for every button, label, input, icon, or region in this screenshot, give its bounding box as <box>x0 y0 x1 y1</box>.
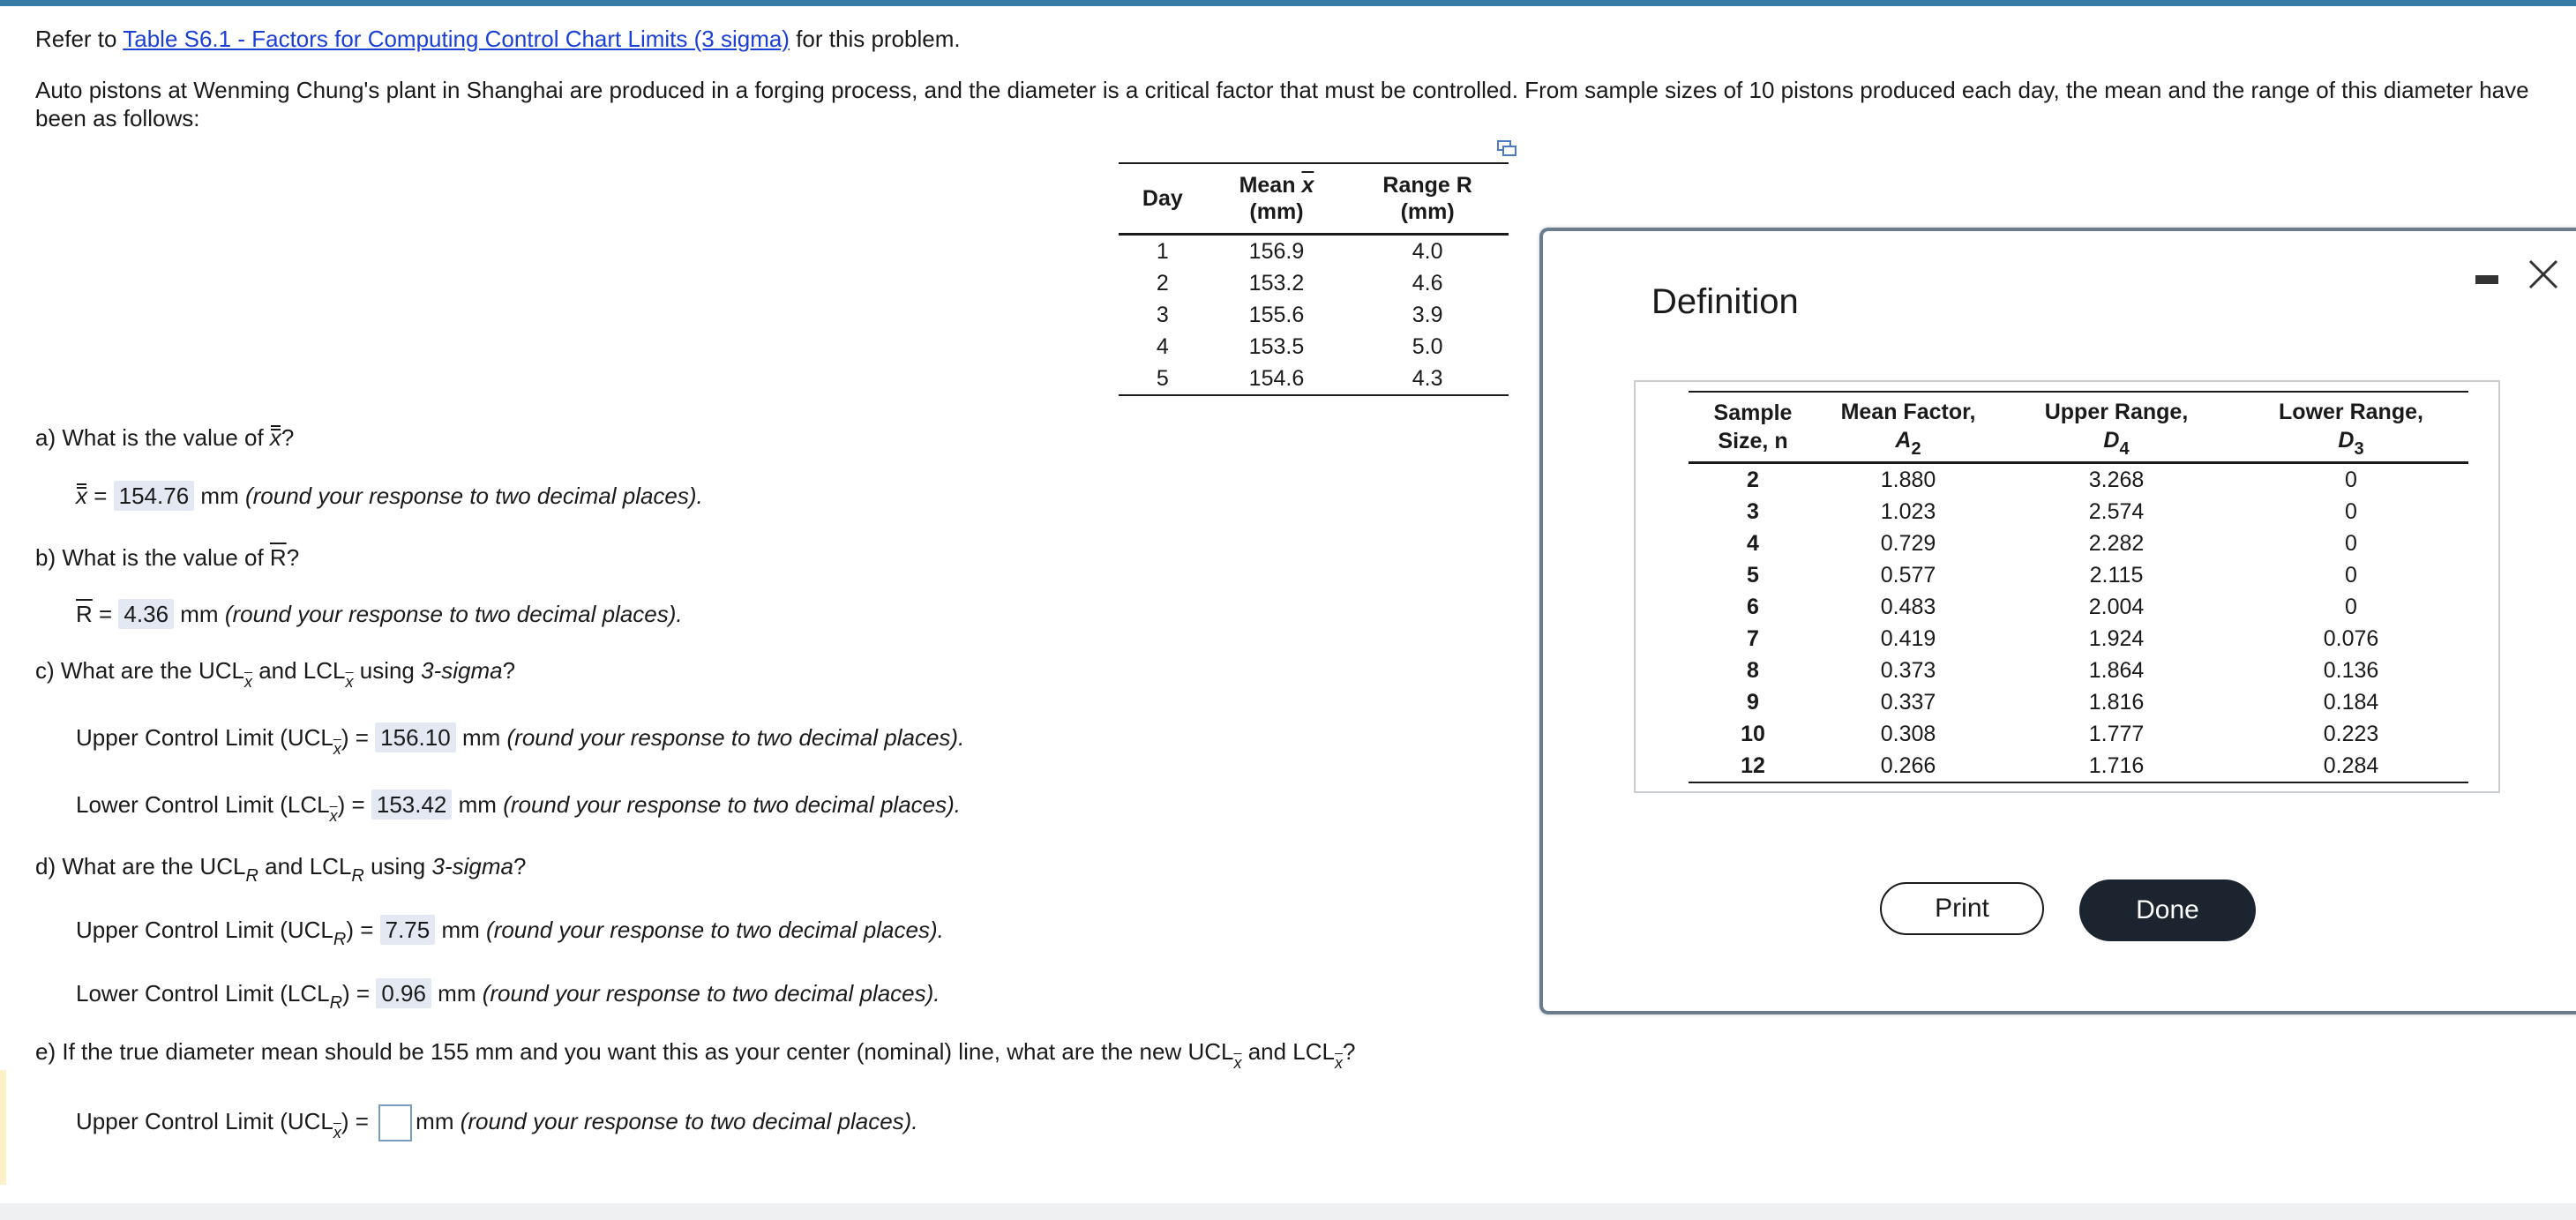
problem-statement: Auto pistons at Wenming Chung's plant in Shanghai are produced in a forging process, and the diameter is a critical factor that must be controlled. From sample sizes of 10 pistons produced each day, the mean and the range of this diameter have been as follows: <box>35 77 2529 131</box>
qc-text: c) What are the UCL <box>35 657 244 684</box>
print-button[interactable]: Print <box>1880 882 2044 935</box>
table-row <box>1119 331 1509 363</box>
table-row <box>1119 363 1509 395</box>
rbar-symbol: $\overline{R}$ <box>76 601 93 627</box>
cell-day: 4 <box>1156 333 1169 359</box>
cell-mean: 153.2 <box>1248 270 1305 296</box>
lcl-label: Lower Control Limit (LCL <box>76 980 330 1007</box>
table-s61-link[interactable]: Table S6.1 - Factors for Computing Control Chart Limits (3 sigma) <box>123 26 790 52</box>
qe-text: e) If the true diameter mean should be 155 mm and you want this as your center (nominal) line, what are the new UCL <box>35 1038 1234 1065</box>
control-chart-factors-table <box>1689 391 2468 783</box>
mean-unit: (mm) <box>1249 199 1304 224</box>
cell-mean: 155.6 <box>1248 302 1305 327</box>
cell-d4: 2.004 <box>2088 594 2145 619</box>
unit-label: mm <box>461 724 501 751</box>
qb-text: b) What is the value of <box>35 544 270 571</box>
round-hint: (round your response to two decimal places). <box>224 601 683 627</box>
equals-sign: ) = <box>342 980 377 1007</box>
unit-label: mm <box>438 980 476 1007</box>
qe-text: and LCL <box>1241 1038 1336 1065</box>
table-row <box>1689 559 2468 591</box>
refer-line <box>35 25 961 53</box>
cell-d3: 0.223 <box>2323 721 2379 746</box>
xbarbar-symbol: x <box>76 483 87 509</box>
cell-n: 9 <box>1747 689 1759 715</box>
cell-d3: 0 <box>2345 594 2357 619</box>
cell-d3: 0.076 <box>2323 625 2379 651</box>
answer-e-ucl-input[interactable] <box>378 1104 412 1141</box>
close-icon[interactable] <box>2525 256 2562 293</box>
qa-text: a) What is the value of <box>35 424 270 451</box>
qc-text: ? <box>502 657 516 684</box>
mean-word: Mean <box>1239 173 1302 198</box>
cell-a2: 0.419 <box>1880 625 1936 651</box>
cell-d4: 3.268 <box>2088 467 2145 492</box>
dialog-title: Definition <box>1651 282 1799 321</box>
question-b <box>35 543 299 572</box>
cell-d4: 1.924 <box>2088 625 2145 651</box>
cell-n: 6 <box>1747 594 1759 619</box>
table-row <box>1119 235 1509 268</box>
question-d <box>35 852 527 886</box>
d4-symbol: D <box>2103 428 2120 453</box>
cell-day: 2 <box>1156 270 1169 296</box>
ucl-label: Upper Control Limit (UCL <box>76 724 333 751</box>
question-e <box>35 1037 1356 1072</box>
rbar-symbol: $\overline{R}$ <box>269 544 287 571</box>
cell-d3: 0 <box>2345 498 2357 524</box>
cell-a2: 0.729 <box>1880 530 1936 556</box>
answer-d-lcl-line <box>76 979 940 1013</box>
equals-sign: ) = <box>341 724 376 751</box>
left-highlight-stripe <box>0 1070 6 1185</box>
cell-d3: 0.284 <box>2323 752 2379 778</box>
header-text: Size, n <box>1718 429 1788 453</box>
round-hint: (round your response to two decimal places). <box>506 724 965 751</box>
table-row <box>1689 623 2468 655</box>
qc-text: using <box>353 657 422 684</box>
cell-a2: 0.337 <box>1880 689 1936 715</box>
cell-range: 4.3 <box>1412 365 1443 391</box>
cell-day: 5 <box>1156 365 1169 391</box>
d4-subscript: 4 <box>2119 439 2130 459</box>
range-unit: (mm) <box>1400 199 1455 224</box>
piston-data-table <box>1119 162 1509 396</box>
header-text: Mean Factor, <box>1840 400 1976 424</box>
cell-d4: 2.574 <box>2088 498 2145 524</box>
cell-d3: 0.136 <box>2323 657 2379 683</box>
equals-sign: ) = <box>337 791 371 818</box>
cell-d4: 1.864 <box>2088 657 2145 683</box>
round-hint: (round your response to two decimal places). <box>482 980 940 1007</box>
equals-sign: = <box>87 483 114 509</box>
qc-text: and LCL <box>251 657 346 684</box>
table-row <box>1689 655 2468 686</box>
cell-d4: 1.716 <box>2088 752 2145 778</box>
question-a <box>35 423 294 452</box>
xbar-subscript: x <box>1335 1054 1344 1072</box>
equals-sign: ) = <box>346 917 380 943</box>
header-text: Upper Range, <box>2044 400 2189 424</box>
qd-text: d) What are the UCL <box>35 853 246 879</box>
header-text: Lower Range, <box>2279 400 2423 424</box>
xbar-subscript: x <box>329 807 338 825</box>
xbar-subscript: x <box>1233 1054 1242 1072</box>
r-subscript: R <box>333 930 347 949</box>
lcl-label: Lower Control Limit (LCL <box>76 791 330 818</box>
r-subscript: R <box>329 993 343 1013</box>
qd-text: using <box>363 853 432 879</box>
unit-label: mm <box>458 791 497 818</box>
answer-c-ucl-line <box>76 723 965 758</box>
qd-text: ? <box>513 853 527 879</box>
col-a2-header <box>1817 392 1999 463</box>
cell-d3: 0 <box>2345 530 2357 556</box>
col-d4-header <box>1999 392 2234 463</box>
xbar-subscript: x <box>243 673 252 691</box>
cell-d4: 2.115 <box>2089 562 2144 588</box>
top-accent-bar <box>0 0 2576 6</box>
question-c <box>35 656 516 691</box>
cell-a2: 0.577 <box>1880 562 1936 588</box>
mean-symbol: $\overline{x}$ <box>1301 173 1314 198</box>
cell-range: 5.0 <box>1412 333 1443 359</box>
refer-prefix: Refer to <box>35 26 124 52</box>
cell-d3: 0 <box>2345 467 2357 492</box>
unit-label: mm <box>416 1107 454 1134</box>
cell-d4: 1.777 <box>2088 721 2145 746</box>
xbar-subscript: x <box>345 673 354 691</box>
cell-a2: 0.373 <box>1880 657 1936 683</box>
qd-text: and LCL <box>258 853 352 879</box>
equals-sign: ) = <box>341 1107 376 1134</box>
col-d3-header <box>2234 392 2468 463</box>
answer-d-ucl-line <box>76 916 944 947</box>
unit-label: mm <box>200 483 239 509</box>
d3-subscript: 3 <box>2354 439 2364 459</box>
ucl-label: Upper Control Limit (UCL <box>76 1107 333 1134</box>
cell-d4: 1.816 <box>2088 689 2145 715</box>
answer-b-line <box>76 600 683 628</box>
bottom-bar <box>0 1203 2576 1220</box>
xbarbar-symbol: x <box>269 424 281 451</box>
cell-day: 3 <box>1156 302 1169 327</box>
answer-c-ucl-value[interactable]: 156.10 <box>375 722 456 752</box>
cell-range: 4.6 <box>1412 270 1443 296</box>
range-word: Range R <box>1382 173 1472 198</box>
equals-sign: = <box>92 601 119 627</box>
minimize-icon[interactable] <box>2475 275 2498 284</box>
round-hint: (round your response to two decimal places). <box>460 1107 918 1134</box>
answer-a-line <box>76 482 703 510</box>
answer-b-value[interactable]: 4.36 <box>118 599 174 629</box>
table-row <box>1689 496 2468 528</box>
cell-a2: 0.483 <box>1880 594 1936 619</box>
cell-day: 1 <box>1156 238 1169 264</box>
cell-a2: 1.023 <box>1880 498 1936 524</box>
qa-text: ? <box>281 424 295 451</box>
table-row <box>1689 686 2468 718</box>
table-row <box>1119 299 1509 331</box>
qb-text: ? <box>286 544 300 571</box>
d3-symbol: D <box>2338 428 2355 453</box>
done-button[interactable]: Done <box>2079 879 2256 941</box>
table-row <box>1689 528 2468 559</box>
refer-suffix: for this problem. <box>789 26 961 52</box>
a2-symbol: A <box>1895 428 1912 453</box>
answer-c-lcl-line <box>76 790 961 825</box>
a2-subscript: 2 <box>1911 439 1921 459</box>
cell-n: 10 <box>1741 721 1765 746</box>
cell-range: 3.9 <box>1412 302 1443 327</box>
col-range-header <box>1346 163 1509 235</box>
qe-text: ? <box>1343 1038 1356 1065</box>
unit-label: mm <box>441 917 480 943</box>
r-subscript: R <box>351 866 364 886</box>
cell-d4: 2.282 <box>2088 530 2145 556</box>
table-row <box>1689 591 2468 623</box>
cell-n: 5 <box>1747 562 1759 588</box>
sigma-term: 3-sigma <box>431 853 513 879</box>
answer-d-ucl-value[interactable]: 7.75 <box>380 915 436 945</box>
ucl-label: Upper Control Limit (UCL <box>76 917 333 943</box>
header-text: Sample <box>1713 400 1793 425</box>
table-row <box>1689 750 2468 782</box>
cell-a2: 0.308 <box>1880 721 1936 746</box>
cell-n: 3 <box>1747 498 1759 524</box>
cell-range: 4.0 <box>1412 238 1443 264</box>
copy-icon[interactable] <box>1497 140 1516 156</box>
sigma-term: 3-sigma <box>421 657 503 684</box>
round-hint: (round your response to two decimal places). <box>503 791 961 818</box>
round-hint: (round your response to two decimal places). <box>244 483 703 509</box>
cell-mean: 156.9 <box>1248 238 1305 264</box>
cell-a2: 0.266 <box>1880 752 1936 778</box>
r-subscript: R <box>245 866 258 886</box>
table-row <box>1119 267 1509 299</box>
xbar-subscript: x <box>333 1123 341 1141</box>
col-sample-size-header <box>1689 392 1817 463</box>
cell-n: 4 <box>1747 530 1759 556</box>
round-hint: (round your response to two decimal places). <box>486 917 944 943</box>
unit-label: mm <box>180 601 219 627</box>
cell-n: 12 <box>1741 752 1765 778</box>
cell-n: 7 <box>1747 625 1759 651</box>
cell-d3: 0 <box>2345 562 2357 588</box>
table-row <box>1689 718 2468 750</box>
col-mean-header <box>1207 163 1347 235</box>
cell-mean: 154.6 <box>1248 365 1305 391</box>
cell-n: 8 <box>1747 657 1759 683</box>
xbar-subscript: x <box>333 740 341 758</box>
table-row <box>1689 463 2468 497</box>
cell-mean: 153.5 <box>1248 333 1305 359</box>
cell-a2: 1.880 <box>1880 467 1936 492</box>
answer-d-lcl-value[interactable]: 0.96 <box>376 978 431 1008</box>
cell-d3: 0.184 <box>2323 689 2379 715</box>
cell-n: 2 <box>1747 467 1759 492</box>
col-day-header: Day <box>1142 186 1183 211</box>
answer-e-ucl-line <box>76 1104 918 1141</box>
answer-a-value[interactable]: 154.76 <box>114 481 195 511</box>
answer-c-lcl-value[interactable]: 153.42 <box>371 790 453 820</box>
